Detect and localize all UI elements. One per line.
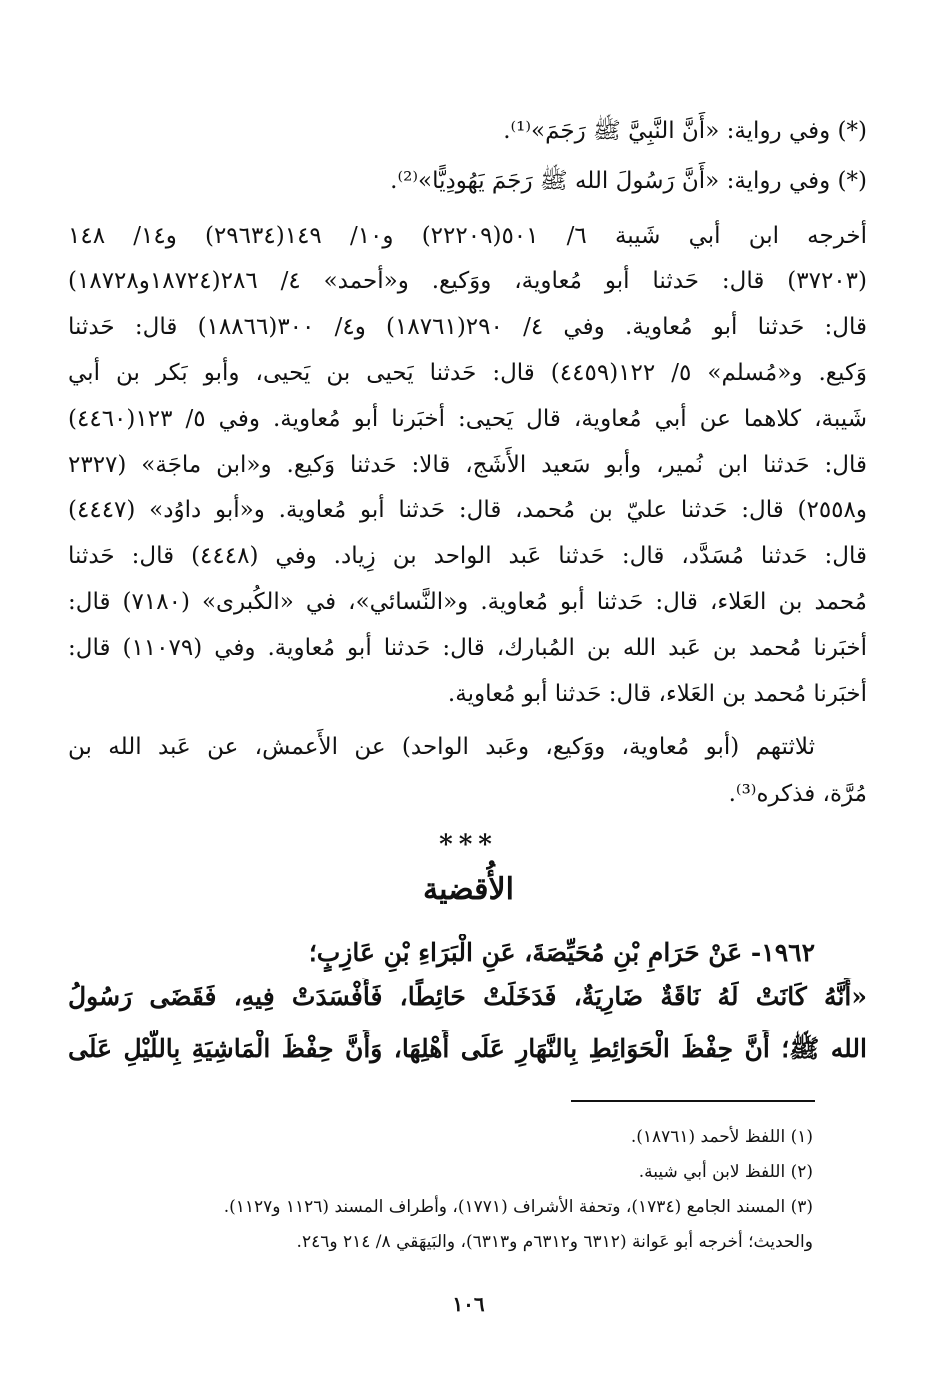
footnote: والحديث؛ أخرجه أبو عَوانة (٦٣١٢ و٦٣١٢م و٦٣١٣)، والبَيهَقي ٨/ ٢١٤ و٢٤٦. [296, 1232, 813, 1252]
hadith-line: «أَنَّهُ كَانَتْ لَهُ نَاقَةٌ ضَارِيَةٌ، فَدَخَلَتْ حَائِطًا، فَأَفْسَدَتْ فِيهِ، فَقَضَى رَسُولُ [68, 982, 867, 1011]
body-line: مُرَّة، فذكره⁽³⁾. [728, 781, 867, 807]
body-line: أخبَرنا مُحمد بن العَلاء، قال: حَدثنا أبو مُعاوية. [447, 681, 867, 707]
body-line: ثلاثتهم (أبو مُعاوية، ووَكيع، وعَبد الواحد) عن الأَعمش، عن عَبد الله بن [68, 734, 815, 760]
body-line: (٣٧٢٠٣) قال: حَدثنا أبو مُعاوية، ووَكيع. و«أحمد» ٤/ ٢٨٦(١٨٧٢٤و١٨٧٢٨) [68, 268, 867, 294]
body-line: (*) وفي رواية: «أَنَّ النَّبِيَّ ﷺ رَجَمَ»⁽¹⁾. [503, 118, 867, 144]
footnote: (١) اللفظ لأحمد (١٨٧٦١). [630, 1127, 813, 1147]
body-line: شَيبة، كلاهما عن أبي مُعاوية، قال يَحيى: أخبَرنا أبو مُعاوية. وفي ٥/ ١٢٣(٤٤٦٠) [68, 406, 867, 432]
hadith-line: الله ﷺ؛ أَنَّ حِفْظَ الْحَوَائِطِ بِالنَّهَارِ عَلَى أَهْلِهَا، وَأَنَّ حِفْظَ الْمَاشِيَةِ بِاللَّيْلِ عَلَى [68, 1034, 867, 1063]
body-line: أخرجه ابن أبي شَيبة ٦/ ٥٠١(٢٢٢٠٩) و١٠/ ١٤٩(٢٩٦٣٤) و١٤/ ١٤٨ [68, 223, 867, 249]
footnote: (٣) المسند الجامع (١٧٣٤)، وتحفة الأشراف (١٧٧١)، وأطراف المسند (١١٢٦ و١١٢٧). [223, 1197, 813, 1217]
body-line: و٢٥٥٨) قال: حَدثنا عليّ بن مُحمد، قال: حَدثنا أبو مُعاوية. و«أبو داوُد» (٤٤٤٧) [68, 497, 867, 523]
body-line: وَكيع. و«مُسلم» ٥/ ١٢٢(٤٤٥٩) قال: حَدثنا يَحيى بن يَحيى، وأبو بَكر بن أبي [68, 360, 867, 386]
footnote: (٢) اللفظ لابن أبي شيبة. [638, 1162, 813, 1182]
body-line: (*) وفي رواية: «أَنَّ رَسُولَ الله ﷺ رَجَمَ يَهُودِيًّا»⁽²⁾. [390, 168, 867, 194]
footnote-divider [571, 1100, 815, 1102]
body-line: مُحمد بن العَلاء، قال: حَدثنا أبو مُعاوية. و«النَّسائي»، في «الكُبرى» (٧١٨٠) قال: [68, 589, 867, 615]
body-line: قال: حَدثنا ابن نُمير، وأبو سَعيد الأَشَج، قالا: حَدثنا وَكيع. و«ابن ماجَة» (٢٣٢٧ [68, 452, 867, 478]
body-line: قال: حَدثنا أبو مُعاوية. وفي ٤/ ٢٩٠(١٨٧٦١) و٤/ ٣٠٠(١٨٨٦٦) قال: حَدثنا [68, 314, 867, 340]
body-line: أخبَرنا مُحمد بن عَبد الله بن المُبارك، قال: حَدثنا أبو مُعاوية. وفي (١١٠٧٩) قال: [68, 635, 867, 661]
page-number: ١٠٦ [452, 1292, 485, 1316]
section-separator: *** [439, 830, 498, 860]
body-line: قال: حَدثنا مُسَدَّد، قال: حَدثنا عَبد الواحد بن زِياد. وفي (٤٤٤٨) قال: حَدثنا [68, 543, 867, 569]
hadith-line: ١٩٦٢- عَنْ حَرَامِ بْنِ مُحَيِّصَةَ، عَنِ الْبَرَاءِ بْنِ عَازِبٍ؛ [308, 938, 815, 967]
section-title: الأُقضية [423, 872, 514, 907]
